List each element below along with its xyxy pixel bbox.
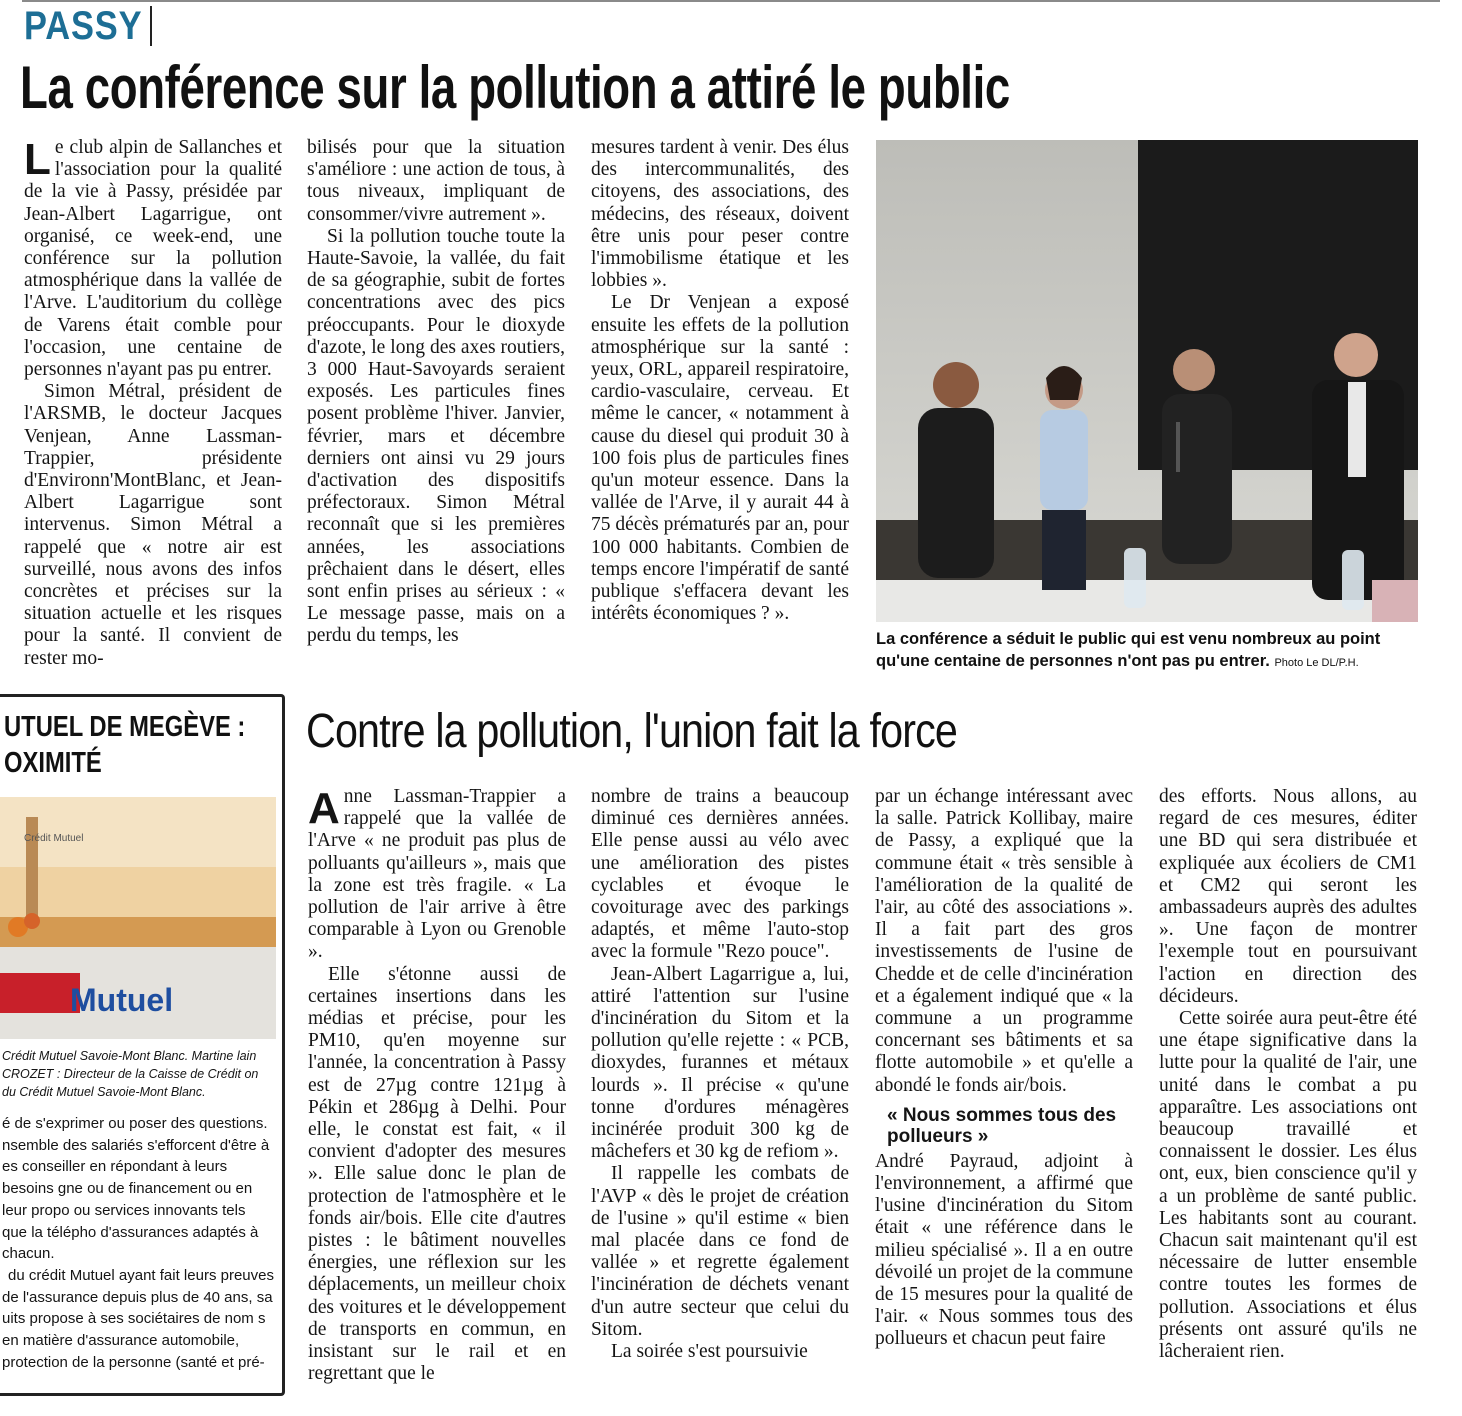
article2-headline: Contre la pollution, l'union fait la force [306, 705, 957, 758]
article1-column-3 [591, 137, 849, 625]
paragraph: Jean-Albert Lagarrigue a, lui, attiré l'attention sur l'usine d'incinération du Sitom et la pollution qu'elle rejette : « PCB, dioxydes, furannes et métaux lourds ». Il précise « qu'une tonne d'ordures ménagères incinérée produit 300 kg de mâchefers et 30 kg de refiom ». [591, 963, 849, 1163]
section-kicker: PASSY [24, 4, 143, 48]
paragraph: é de s'exprimer ou poser des questions. nsemble des salariés s'efforcent d'être à es conseiller en répondant à leurs besoins gne ou de financement ou en leur propo ou services innovants tels que la télépho d'assurances adaptés à chacun. [2, 1115, 270, 1263]
paragraph: par un échange intéressant avec la salle. Patrick Kollibay, maire de Passy, a expliqué que la commune était « très sensible à l'amélioration de la qualité de l'air, au côté des associations ». Il a fait part des gros investissements de l'usine de Chedde et de celle d'incinération et a également indiqué que « la commune a un programme concernant ses bâtiments et sa flotte automobile » et qu'elle a abondé le fonds air/bois. [875, 786, 1133, 1096]
paragraph: Cette soirée aura peut-être été une étape significative dans la lutte pour la qualité de l'air, une unité dans le combat a pu apparaître. Les associations ont beaucoup travaillé et connaissent le dossier. Les élus ont, eux, bien conscience qu'il y a un problème de santé public. Les habitants sont au courant. Chacun sait maintenant qu'il est nécessaire de lutter ensemble contre toutes les formes de pollution. Associations et élus présents ont assuré qu'ils ne lâcheraient rien. [1159, 1008, 1417, 1363]
drop-cap: A [308, 784, 340, 833]
svg-text:Crédit Mutuel: Crédit Mutuel [24, 833, 84, 844]
paragraph: André Payraud, adjoint à l'environnement, a affirmé que l'usine d'incinération du Sitom était « une référence dans le milieu spécialisé ». Il a en outre dévoilé un projet de la commune de 15 mesures pour la qualité de l'air. « Nous sommes tous des pollueurs et chacun peut faire [875, 1150, 1133, 1350]
conference-photo [876, 140, 1418, 622]
paragraph: La soirée s'est poursuivie [611, 1341, 808, 1363]
advertorial-body [2, 1113, 274, 1373]
article2-column-3 [875, 786, 1133, 1351]
paragraph: Il rappelle les combats de l'AVP « dès le projet de création de l'usine » qu'il estime « bien mal placée dans ce fond de vallée » et regrette également l'incinération de déchets venant d'un autre secteur que celui du Sitom. [591, 1163, 849, 1340]
article1-column-2 [307, 137, 565, 648]
svg-text:Mutuel: Mutuel [70, 982, 174, 1018]
photo-credit: Photo Le DL/P.H. [1274, 657, 1359, 669]
paragraph: nombre de trains a beaucoup diminué ces dernières années. Elle pense aussi au vélo avec une amélioration des pistes cyclables et évoque le covoiturage avec des parkings adaptés, et même l'auto-stop avec la formule "Rezo pouce". [591, 786, 849, 963]
paragraph: Le club alpin de Sallanches et l'association pour la qualité de la vie à Passy, présidée par Jean-Albert Lagarrigue, ont organisé, ce week-end, une conférence sur la pollution atmosphérique dans la vallée de l'Arve. L'auditorium du collège de Varens était comble pour l'occasion, une centaine de personnes n'ayant pas pu entrer. [24, 135, 282, 381]
advertorial-photo [0, 797, 276, 1039]
paragraph: Le Dr Venjean a exposé ensuite les effets de la pollution atmosphérique sur la santé : yeux, ORL, appareil respiratoire, cardio-vasculaire, cerveau. Et même le cancer, « notamment à cause du diesel qui produit 30 à 100 fois plus de particules fines qu'un moteur essence. Dans la vallée de l'Arve, il y aurait 44 à 75 décès prématurés par an, pour 100 000 habitants. Combien de temps encore l'impératif de santé publique s'effacera devant les intérêts économiques ? ». [591, 292, 849, 625]
paragraph: Si la pollution touche toute la Haute-Savoie, la vallée, du fait de sa géographie, subit de fortes concentrations avec des pics préoccupants. Pour le dioxyde d'azote, le long des axes routiers, 3 000 Haut-Savoyards seraient exposés. Les particules fines posent problème l'hiver. Janvier, février, mars et décembre derniers ont ainsi vu 29 jours d'activation des dispositifs préfectoraux. Simon Métral reconnaît que si les premières années, les associations prêchaient dans le désert, elles sont enfin prises au sérieux : « Le message passe, mais on a perdu du temps, les [307, 225, 565, 647]
advertorial-title: UTUEL DE MEGÈVE : OXIMITÉ [4, 711, 246, 779]
article2-column-1 [308, 786, 566, 1385]
advertorial-box [0, 694, 285, 1396]
advertorial-caption: Crédit Mutuel Savoie-Mont Blanc. Martine lain CROZET : Directeur de la Caisse de Crédit on du Crédit Mutuel Savoie-Mont Blanc. [2, 1049, 259, 1099]
caption-text: La conférence a séduit le public qui est venu nombreux au point qu'une centaine de personnes n'ont pas pu entrer. [876, 630, 1381, 670]
article1-column-1 [24, 137, 282, 670]
paragraph: mesures tardent à venir. Des élus des intercommunalités, des citoyens, des associations, des médecins, des réseaux, doivent être unis pour peser contre l'immobilisme étatique et les lobbies ». [591, 137, 849, 292]
kicker-divider [150, 6, 152, 46]
paragraph: des efforts. Nous allons, au regard de ces mesures, éditer une BD qui sera distribuée et expliquée aux écoliers de CM1 et CM2 qui seront les ambassadeurs auprès des adultes ». Une façon de montrer l'exemple tout en poursuivant l'action en direction des décideurs. [1159, 786, 1417, 1007]
drop-cap: L [24, 135, 51, 184]
top-rule [22, 0, 1440, 2]
interheading: « Nous sommes tous des pollueurs » [887, 1104, 1117, 1147]
paragraph: Elle s'étonne aussi de certaines insertions dans les médias et précise, pour les PM10, qu'en moyenne sur l'année, la concentration à Passy est de 27µg contre 121µg à Pékin et 286µg à Delhi. Pour elle, le constat est fait, « il convient d'adopter des mesures ». Elle salue donc le plan de protection de l'atmosphère et le fonds air/bois. Elle cite d'autres pistes : le bâtiment nouvelles énergies, une réflexion sur les déplacements, un meilleur choix des voitures et le développement de transports en commun, en insistant sur le rail et en regrettant que le [308, 963, 566, 1385]
speakers-illustration [876, 140, 1418, 622]
article2-column-2 [591, 786, 849, 1363]
paragraph: Simon Métral, président de l'ARSMB, le docteur Jacques Venjean, Anne Lassman-Trappier, présidente d'Environn'MontBlanc, et Jean-Albert Lagarrigue sont intervenus. Simon Métral a rappelé que « notre air est surveillé, nous avons des infos concrètes et précises sur la situation actuelle et les risques pour la santé. Il convient de rester mo- [24, 381, 282, 669]
photo-caption [876, 628, 1436, 674]
article2-column-4 [1159, 786, 1417, 1363]
paragraph: du crédit Mutuel ayant fait leurs preuves de l'assurance depuis plus de 40 ans, sa uits propose à ses sociétaires de nom s en matière d'assurance automobile, protection de la personne (santé et pré- [2, 1266, 274, 1371]
bank-event-illustration [0, 797, 276, 1039]
paragraph: Anne Lassman-Trappier a rappelé que la vallée de l'Arve « ne produit pas plus de polluants qu'ailleurs », mais que la zone est très fragile. « La pollution de l'air arrive à être comparable à Lyon ou Grenoble ». [308, 784, 566, 963]
article-headline: La conférence sur la pollution a attiré le public [20, 54, 1010, 121]
paragraph: bilisés pour que la situation s'améliore : une action de tous, à tous niveaux, impliquant de consommer/vivre autrement ». [307, 137, 565, 225]
